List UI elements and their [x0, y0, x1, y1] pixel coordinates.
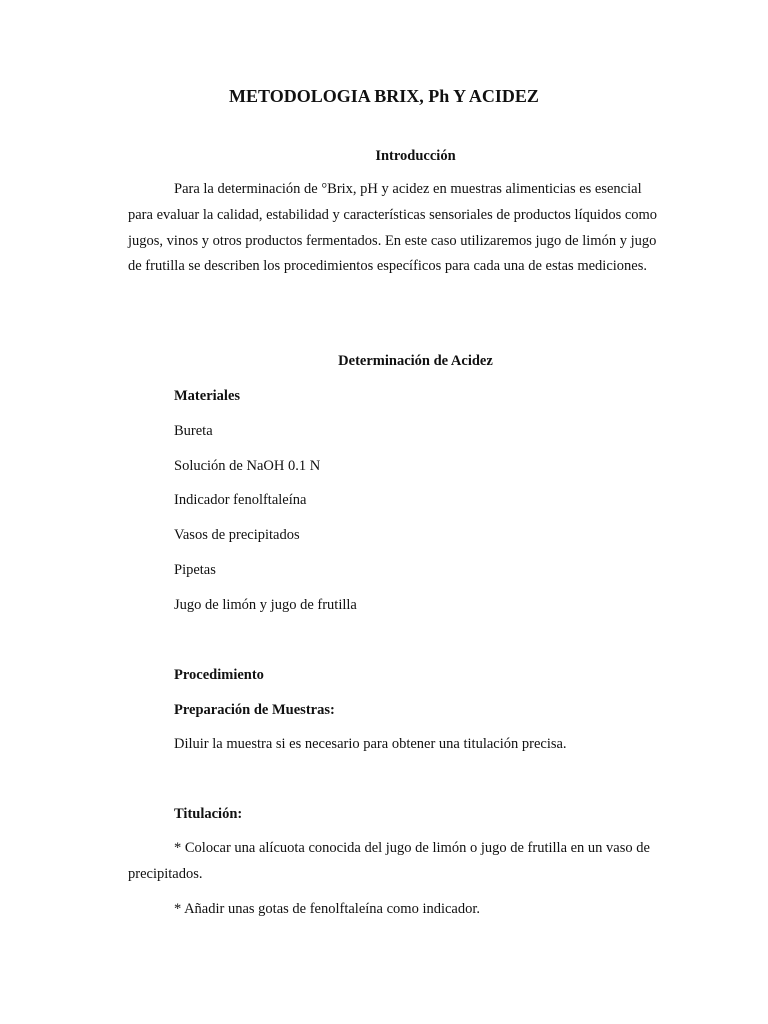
materiales-heading: Materiales [174, 388, 241, 404]
acidez-heading: Determinación de Acidez [338, 353, 493, 369]
material-item: Solución de NaOH 0.1 N [174, 458, 321, 474]
titulacion-step: * Añadir unas gotas de fenolftaleína como indicador. [174, 901, 481, 917]
procedimiento-heading: Procedimiento [174, 667, 264, 683]
document-title: METODOLOGIA BRIX, Ph Y ACIDEZ [229, 86, 539, 106]
intro-paragraph: Para la determinación de °Brix, pH y acidez en muestras alimenticias es esencial para evaluar la calidad, estabilidad y características sensoriales de productos líquidos como jugos, vinos y otros productos fermentados. En este caso utilizaremos jugo de limón y jugo de frutilla se describen los procedimientos específicos para cada una de estas mediciones. [128, 181, 658, 275]
preparacion-heading: Preparación de Muestras: [174, 702, 335, 718]
material-item: Indicador fenolftaleína [174, 492, 307, 508]
material-item: Bureta [174, 423, 213, 439]
preparacion-text: Diluir la muestra si es necesario para obtener una titulación precisa. [174, 736, 567, 752]
material-item: Jugo de limón y jugo de frutilla [174, 597, 357, 613]
titulacion-heading: Titulación: [174, 806, 243, 822]
intro-heading: Introducción [375, 148, 456, 164]
material-item: Pipetas [174, 562, 216, 578]
material-item: Vasos de precipitados [174, 527, 300, 543]
titulacion-step: * Colocar una alícuota conocida del jugo de limón o jugo de frutilla en un vaso de precipitados. [128, 840, 650, 882]
